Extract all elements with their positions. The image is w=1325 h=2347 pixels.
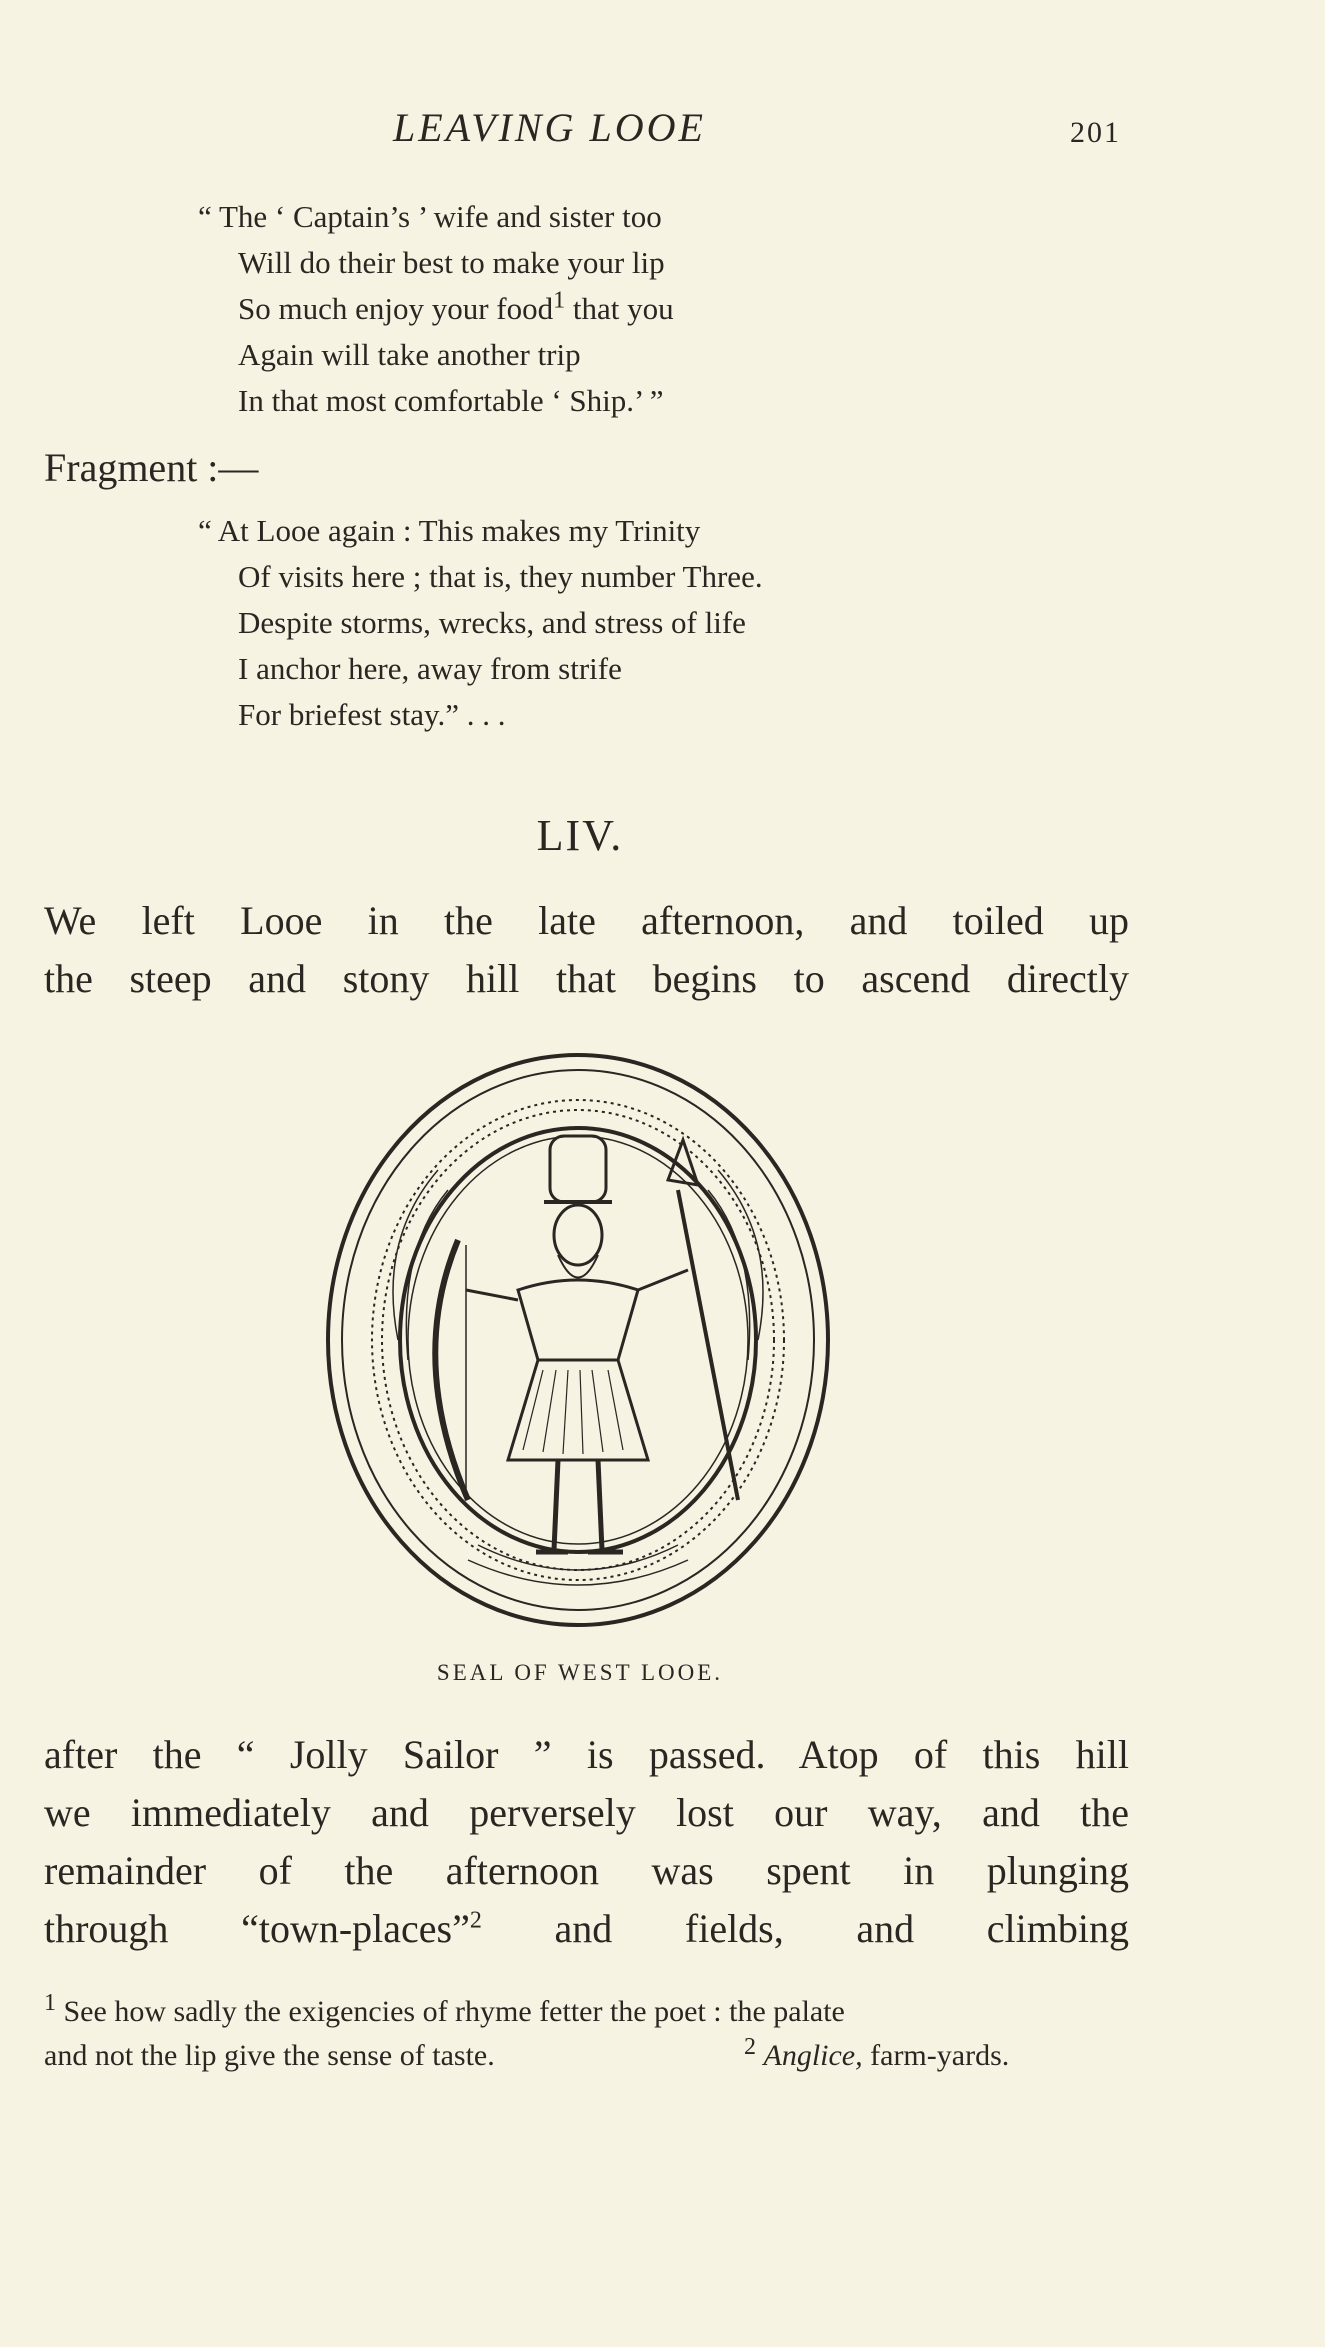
body-line-text: and fields, and climbing: [481, 1906, 1129, 1951]
chapter-heading: LIV.: [536, 811, 624, 860]
verse-line: Despite storms, wrecks, and stress of life: [238, 605, 746, 640]
footnote-1-continued: and not the lip give the sense of taste.: [44, 2039, 495, 2072]
verse-line: I anchor here, away from strife: [238, 651, 622, 686]
footnote-reference: 1: [553, 287, 566, 314]
fragment-stanza: [198, 508, 763, 738]
fragment-label: Fragment :—: [44, 445, 259, 490]
footnote-2: [744, 2034, 1009, 2078]
body-line: the steep and stony hill that begins to ascend directly: [44, 956, 1129, 1001]
seal-illustration: [318, 1040, 838, 1640]
verse-line: “ The ‘ Captain’s ’ wife and sister too: [198, 199, 662, 234]
footnote-1: [44, 1990, 1129, 2034]
footnote-text: farm-yards.: [862, 2039, 1010, 2072]
body-paragraph: [44, 1726, 1129, 1958]
footnote-mark: 1: [44, 1990, 56, 2016]
body-line: we immediately and perversely lost our way, and the: [44, 1790, 1129, 1835]
body-line: remainder of the afternoon was spent in plunging: [44, 1848, 1129, 1893]
footnote-mark: 2: [744, 2034, 756, 2060]
body-line: [44, 1900, 1129, 1958]
illustration-caption: SEAL OF WEST LOOE.: [436, 1660, 724, 1685]
verse-line: [198, 286, 674, 332]
body-line: We left Looe in the late afternoon, and toiled up: [44, 898, 1129, 943]
verse-line-text: that you: [572, 291, 674, 326]
verse-line: In that most comfortable ‘ Ship.’ ”: [238, 383, 664, 418]
verse-line: For briefest stay.” . . .: [238, 697, 506, 732]
verse-line: “ At Looe again : This makes my Trinity: [198, 513, 701, 548]
footnote-text: See how sadly the exigencies of rhyme fetter the poet : the palate: [63, 1995, 845, 2028]
body-line: after the “ Jolly Sailor ” is passed. Atop of this hill: [44, 1732, 1129, 1777]
body-paragraph: [44, 892, 1129, 1008]
footnote-reference: 2: [469, 1907, 482, 1934]
body-line-text: through “town-places”: [44, 1906, 470, 1951]
footnotes: [44, 1990, 1129, 2078]
verse-line: Again will take another trip: [238, 337, 581, 372]
verse-line: Will do their best to make your lip: [238, 245, 665, 280]
verse-line-text: So much enjoy your food: [238, 291, 554, 326]
page-number: 201: [1070, 116, 1121, 149]
footnote-italic: Anglice,: [763, 2039, 863, 2072]
verse-line: Of visits here ; that is, they number Three.: [238, 559, 763, 594]
verse-stanza: [198, 194, 674, 424]
running-title: LEAVING LOOE: [393, 105, 706, 150]
